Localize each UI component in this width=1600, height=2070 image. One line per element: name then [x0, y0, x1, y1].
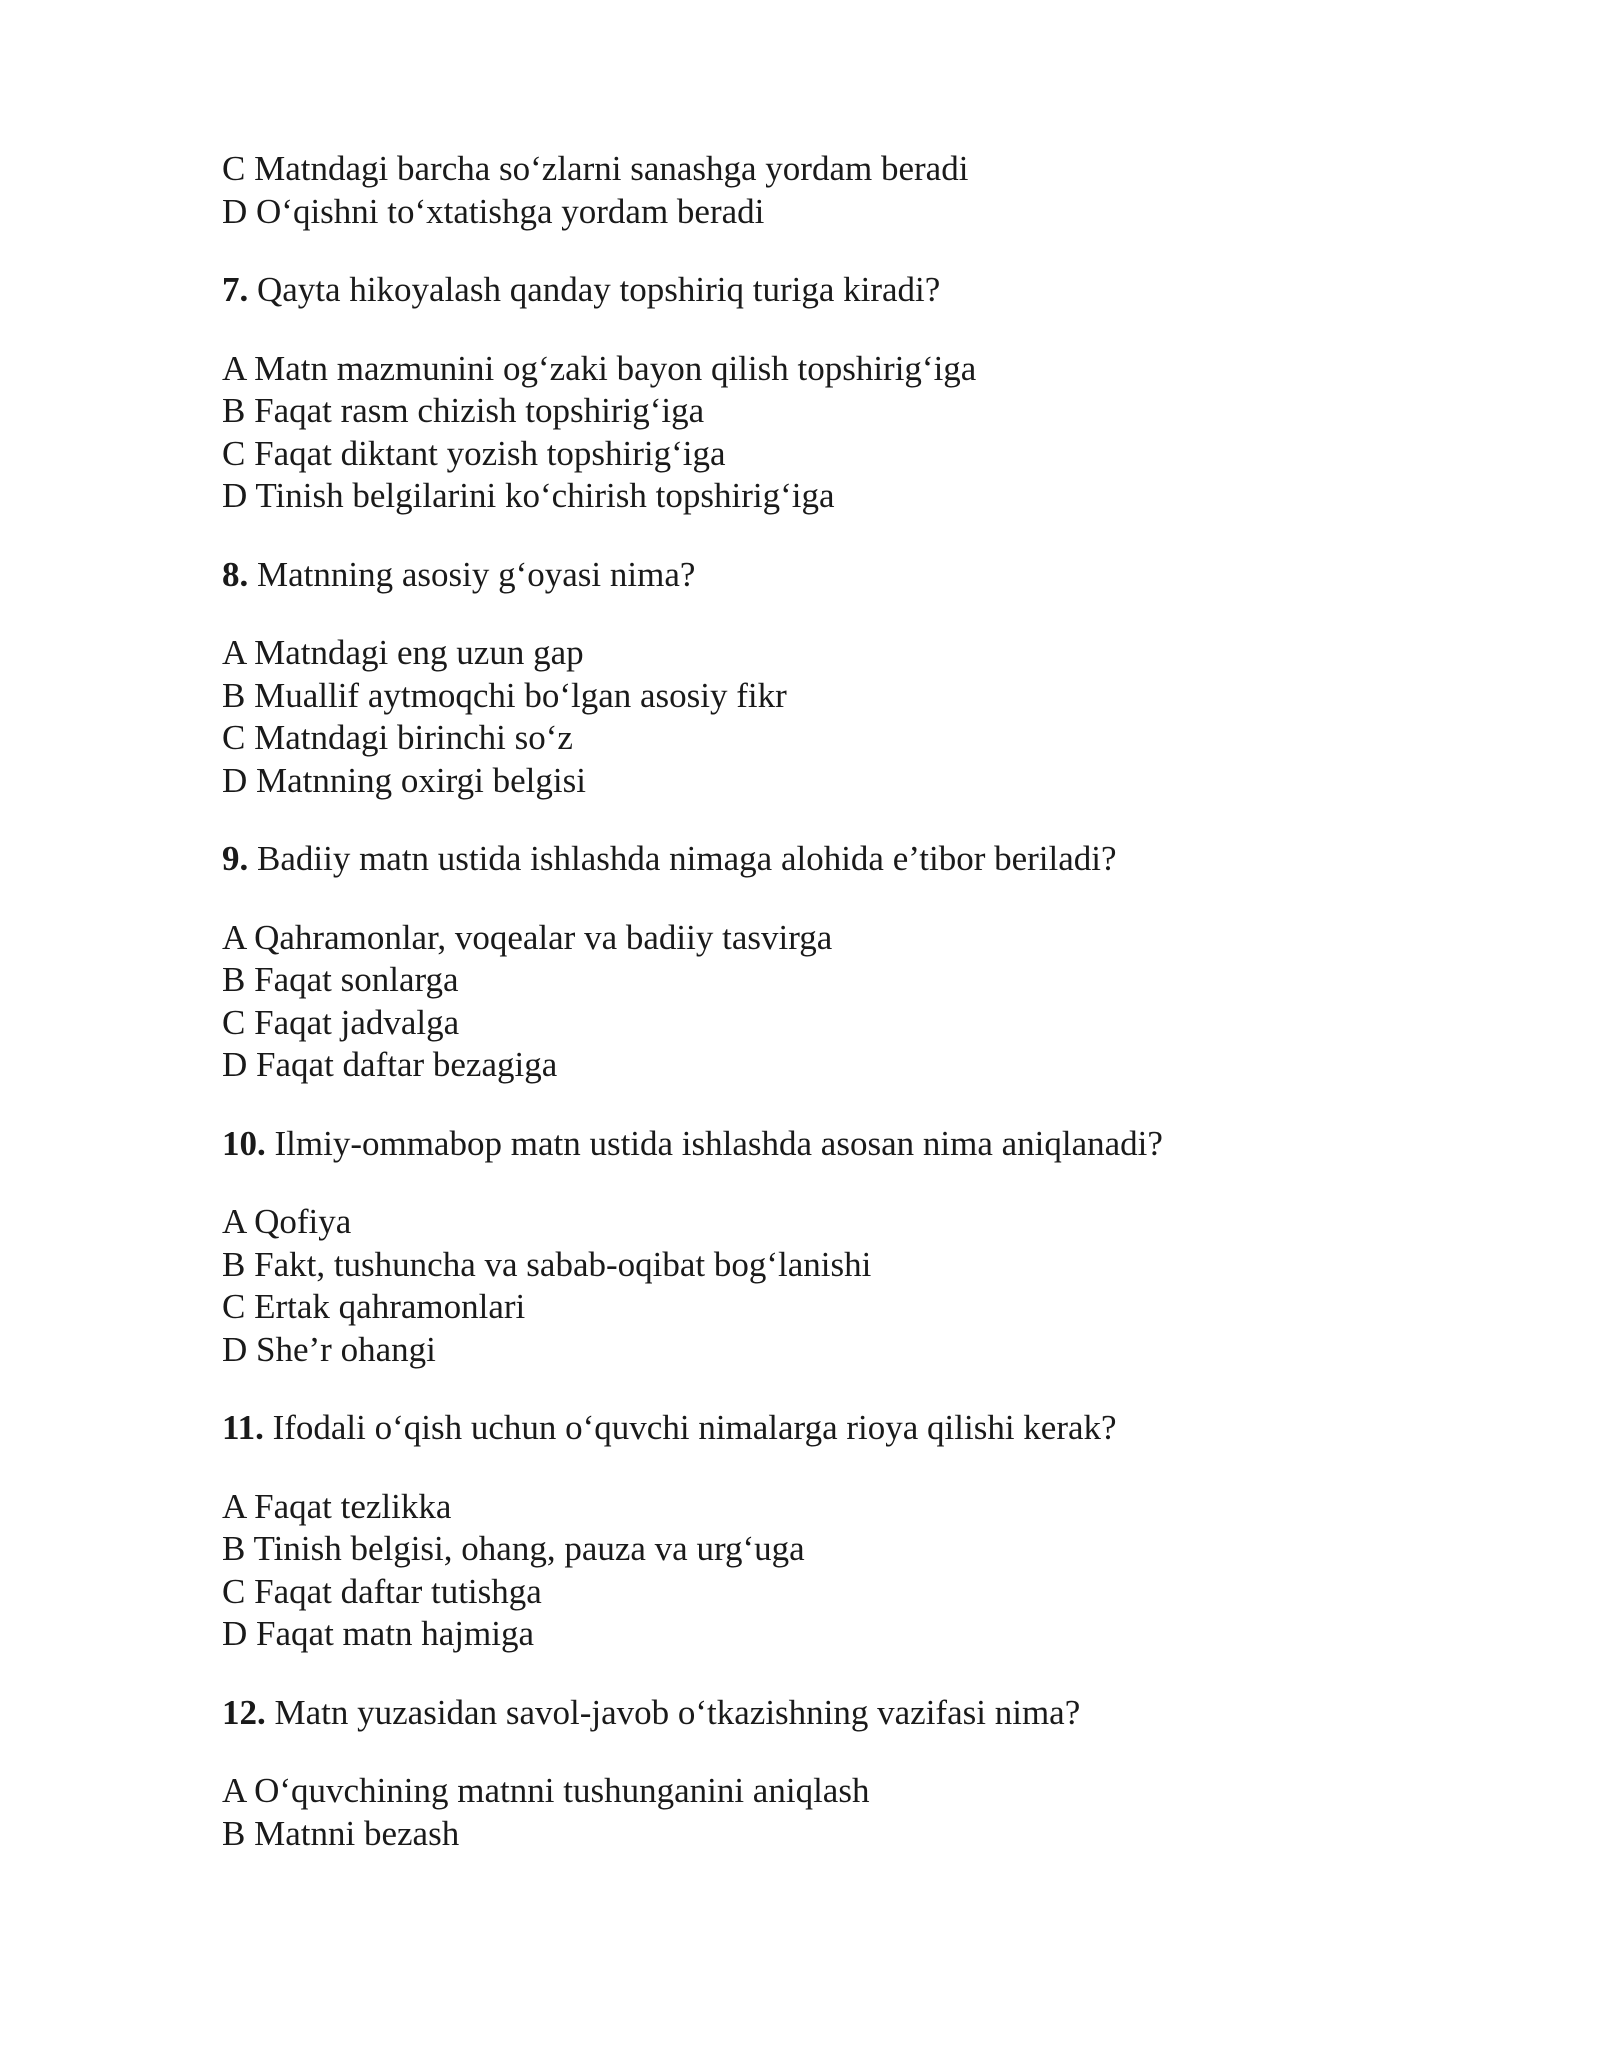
question-number: 10.: [222, 1123, 266, 1163]
option-text: Faqat diktant yozish topshirig‘iga: [254, 433, 726, 473]
option-letter: B: [222, 1529, 246, 1568]
option-letter: D: [222, 760, 248, 800]
option-text: Faqat tezlikka: [254, 1486, 452, 1526]
question-text: Badiiy matn ustida ishlashda nimaga alohida e’tibor beriladi?: [257, 839, 1117, 878]
question-text: Qayta hikoyalash qanday topshiriq turiga kiradi?: [257, 270, 941, 309]
question-block: [222, 554, 1472, 803]
option-line: [222, 1528, 1472, 1571]
option-letter: A: [222, 1486, 246, 1526]
question-number: 9.: [222, 839, 249, 878]
option-line: [222, 191, 1472, 234]
question-text: Ifodali o‘qish uchun o‘quvchi nimalarga rioya qilishi kerak?: [272, 1408, 1117, 1447]
spacer: [222, 1165, 1472, 1201]
question-number: 7.: [222, 270, 249, 309]
option-text: Faqat rasm chizish topshirig‘iga: [254, 391, 705, 430]
option-text: Matn mazmunini og‘zaki bayon qilish topshirig‘iga: [254, 348, 977, 388]
option-letter: D: [222, 1614, 248, 1653]
option-text: O‘qishni to‘xtatishga yordam beradi: [256, 191, 765, 231]
option-line: [222, 675, 1472, 718]
spacer: [222, 1734, 1472, 1770]
option-letter: C: [222, 1287, 246, 1326]
option-letter: D: [222, 1045, 248, 1084]
question-line: [222, 838, 1472, 881]
option-text: O‘quvchining matnni tushunganini aniqlash: [254, 1771, 870, 1810]
option-letter: A: [222, 1202, 246, 1241]
question-line: [222, 1123, 1472, 1166]
question-line: [222, 269, 1472, 312]
option-text: Tinish belgilarini ko‘chirish topshirig‘iga: [255, 476, 835, 515]
option-text: She’r ohangi: [256, 1329, 436, 1369]
spacer: [222, 1087, 1472, 1123]
option-line: [222, 1770, 1472, 1813]
question-line: [222, 1407, 1472, 1450]
option-line: [222, 760, 1472, 803]
option-text: Faqat sonlarga: [254, 960, 459, 999]
spacer: [222, 1656, 1472, 1692]
option-line: [222, 1571, 1472, 1614]
option-letter: B: [222, 1813, 246, 1853]
option-text: Faqat daftar tutishga: [254, 1571, 542, 1611]
option-line: [222, 632, 1472, 675]
option-text: Matnni bezash: [254, 1813, 460, 1853]
continued-options: [222, 148, 1472, 233]
option-letter: C: [222, 433, 246, 473]
question-block: [222, 1692, 1472, 1856]
question-block: [222, 269, 1472, 518]
option-text: Matndagi eng uzun gap: [254, 633, 584, 672]
option-letter: B: [222, 960, 246, 999]
option-letter: C: [222, 1002, 246, 1042]
question-block: [222, 1123, 1472, 1372]
spacer: [222, 233, 1472, 269]
question-number: 12.: [222, 1692, 266, 1732]
document-page: [222, 148, 1472, 1855]
question-text: Matnning asosiy g‘oyasi nima?: [257, 554, 696, 594]
option-text: Faqat daftar bezagiga: [256, 1045, 558, 1084]
question-text: Matn yuzasidan savol-javob o‘tkazishning vazifasi nima?: [274, 1692, 1081, 1732]
option-letter: C: [222, 1571, 246, 1611]
option-text: Matndagi birinchi so‘z: [254, 718, 573, 757]
option-line: [222, 148, 1472, 191]
option-line: [222, 917, 1472, 960]
option-letter: A: [222, 917, 246, 957]
spacer: [222, 596, 1472, 632]
option-line: [222, 1813, 1472, 1856]
option-line: [222, 1244, 1472, 1287]
option-letter: A: [222, 1771, 246, 1810]
option-letter: B: [222, 391, 246, 430]
option-letter: C: [222, 718, 246, 757]
option-line: [222, 1002, 1472, 1045]
option-text: Faqat jadvalga: [254, 1002, 460, 1042]
option-line: [222, 348, 1472, 391]
option-text: Ertak qahramonlari: [254, 1287, 526, 1326]
option-letter: B: [222, 1244, 246, 1284]
option-line: [222, 433, 1472, 476]
option-letter: B: [222, 675, 246, 715]
question-block: [222, 1407, 1472, 1656]
spacer: [222, 881, 1472, 917]
option-text: Matnning oxirgi belgisi: [256, 760, 586, 800]
option-letter: A: [222, 633, 246, 672]
option-text: Qahramonlar, voqealar va badiiy tasvirga: [254, 917, 833, 957]
option-text: Muallif aytmoqchi bo‘lgan asosiy fikr: [254, 675, 787, 715]
option-line: [222, 959, 1472, 1002]
question-text: Ilmiy-ommabop matn ustida ishlashda asosan nima aniqlanadi?: [274, 1123, 1163, 1163]
question-number: 11.: [222, 1408, 264, 1447]
spacer: [222, 312, 1472, 348]
spacer: [222, 1450, 1472, 1486]
option-letter: D: [222, 476, 248, 515]
question-number: 8.: [222, 554, 249, 594]
option-letter: D: [222, 1329, 248, 1369]
option-letter: A: [222, 348, 246, 388]
option-line: [222, 1613, 1472, 1656]
option-line: [222, 1201, 1472, 1244]
question-line: [222, 554, 1472, 597]
option-letter: D: [222, 191, 248, 231]
question-block: [222, 838, 1472, 1087]
option-text: Matndagi barcha so‘zlarni sanashga yordam beradi: [254, 149, 969, 188]
option-line: [222, 1486, 1472, 1529]
option-line: [222, 390, 1472, 433]
spacer: [222, 802, 1472, 838]
option-line: [222, 475, 1472, 518]
option-text: Fakt, tushuncha va sabab-oqibat bog‘lanishi: [254, 1244, 872, 1284]
option-line: [222, 1329, 1472, 1372]
option-line: [222, 1286, 1472, 1329]
option-text: Tinish belgisi, ohang, pauza va urg‘uga: [253, 1529, 805, 1568]
spacer: [222, 518, 1472, 554]
option-line: [222, 1044, 1472, 1087]
option-text: Qofiya: [254, 1202, 352, 1241]
option-line: [222, 717, 1472, 760]
question-line: [222, 1692, 1472, 1735]
spacer: [222, 1371, 1472, 1407]
option-text: Faqat matn hajmiga: [256, 1614, 535, 1653]
option-letter: C: [222, 149, 246, 188]
